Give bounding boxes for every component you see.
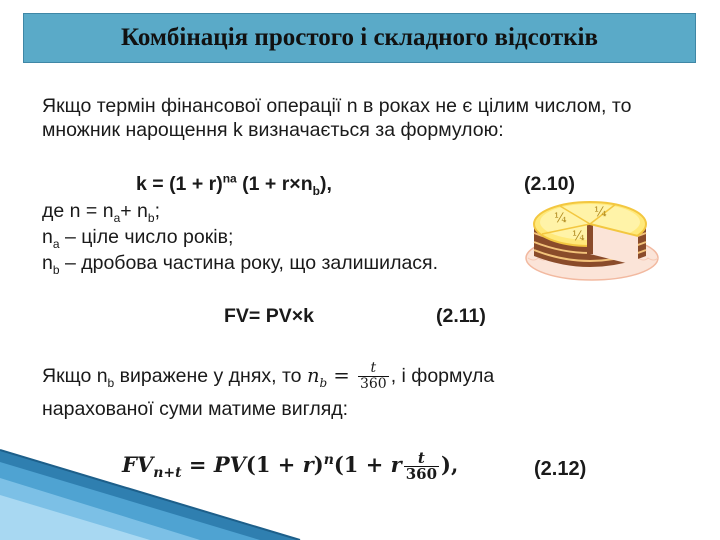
t-over-360-fraction: $\frac{t}{360}$ — [359, 360, 387, 392]
corner-decoration — [0, 440, 320, 540]
t-over-360-fraction-2: $\frac{t}{360}$ — [405, 449, 438, 483]
title-bar — [23, 13, 696, 63]
page-title: Комбінація простого і складного відсотків — [121, 24, 598, 51]
cake-label-3: ¼ — [572, 229, 585, 244]
days-line: Якщо $n_b$ виражене у днях, то $n_b$ = $\frac{t}{360}$ , і формула — [42, 360, 495, 392]
nb-definition: $n_b$ – дробова частина року, що залишилася. — [42, 252, 439, 277]
formula-2-10: $k = (1 + r)^{na}$ $(1 + r\times n_b)$, — [136, 171, 332, 198]
days-line-2: нарахованої суми матиме вигляд: — [42, 398, 349, 420]
na-definition: $n_a$ – ціле число років; — [42, 226, 234, 251]
intro-line-1: Якщо термін фінансової операції n в роках не є цілим числом, то — [42, 95, 632, 117]
formula-2-11: FV= PV×k — [224, 305, 314, 327]
nb-math: $n_b$ = $\frac{t}{360}$ — [306, 360, 387, 392]
formula-2-12-number: (2.12) — [534, 458, 587, 480]
where-line: де $n = n_a+ n_b$; — [42, 200, 161, 225]
cake-label-1: ¼ — [594, 205, 607, 220]
cake-illustration — [520, 186, 670, 286]
formula-2-10-number: (2.10) — [524, 173, 575, 195]
intro-line-2: множник нарощення k визначається за формулою: — [42, 119, 504, 141]
formula-2-11-number: (2.11) — [436, 305, 486, 327]
formula-2-12: $FV_{n+t} = PV(1 + r)^n(1 + r$ $\frac{t}{360}$ ), — [122, 449, 459, 483]
cake-label-2: ¼ — [554, 211, 567, 226]
